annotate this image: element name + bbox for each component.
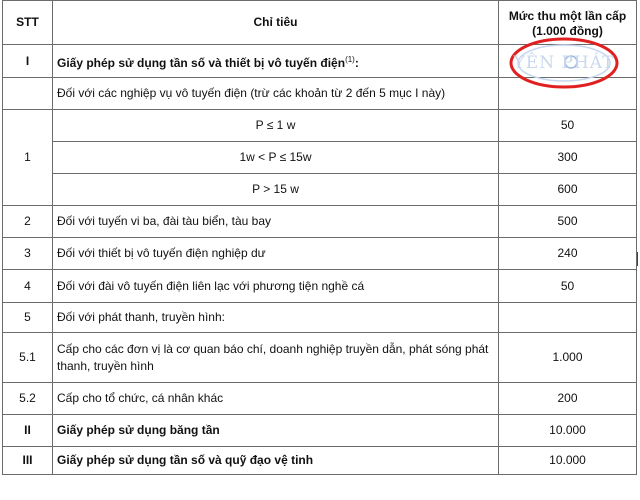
row-stt: II [3, 415, 53, 447]
table-row [3, 206, 637, 238]
row-criteria: Cấp cho các đơn vị là cơ quan báo chí, doanh nghiệp truyền dẫn, phát sóng phát thanh, truyền hình [53, 333, 499, 383]
row-criteria: 1w < P ≤ 15w [53, 142, 499, 174]
row-stt: 5.1 [3, 333, 53, 383]
table-row [3, 110, 637, 142]
header-criteria: Chỉ tiêu [53, 1, 499, 45]
row-stt: 4 [3, 270, 53, 303]
row-rate: 300 [499, 142, 637, 174]
table-row [3, 303, 637, 333]
header-rate [499, 1, 637, 45]
row-rate: 200 [499, 383, 637, 415]
table-row [3, 238, 637, 270]
row-criteria: Đối với tuyến vi ba, đài tàu biển, tàu bay [53, 206, 499, 238]
row-rate: 50 [499, 110, 637, 142]
row-rate: 10.000 [499, 447, 637, 475]
row-criteria: Đối với thiết bị vô tuyến điện nghiệp dư [53, 238, 499, 270]
row-rate [499, 45, 637, 78]
watermark-text: YÊN PHÁT [513, 53, 615, 73]
row-criteria: Giấy phép sử dụng băng tần [53, 415, 499, 447]
footnote-mark: (1) [345, 54, 355, 64]
row-criteria: Đối với đài vô tuyến điện liên lạc với phương tiện nghề cá [53, 270, 499, 303]
row-criteria-suffix: : [354, 55, 359, 70]
table-row [3, 333, 637, 383]
row-rate: 10.000 [499, 415, 637, 447]
row-rate: 600 [499, 174, 637, 206]
row-rate: 1.000 [499, 333, 637, 383]
fee-table [2, 0, 637, 475]
row-criteria: Giấy phép sử dụng tần số và quỹ đạo vệ tinh [53, 447, 499, 475]
row-criteria: Đối với phát thanh, truyền hình: [53, 303, 499, 333]
table-header-row [3, 1, 637, 45]
header-stt: STT [3, 1, 53, 45]
row-stt: 5 [3, 303, 53, 333]
table-row [3, 142, 637, 174]
row-rate [499, 303, 637, 333]
table-row [3, 45, 637, 78]
row-stt: 3 [3, 238, 53, 270]
row-criteria: Cấp cho tổ chức, cá nhân khác [53, 383, 499, 415]
table-row [3, 383, 637, 415]
row-stt: 5.2 [3, 383, 53, 415]
row-rate: 50 [499, 270, 637, 303]
row-stt: I [3, 45, 53, 78]
row-rate: 500 [499, 206, 637, 238]
row-criteria: Đối với các nghiệp vụ vô tuyến điện (trừ các khoản từ 2 đến 5 mục I này) [53, 78, 499, 110]
table-row [3, 415, 637, 447]
row-stt: 2 [3, 206, 53, 238]
row-criteria: P ≤ 1 w [53, 110, 499, 142]
header-rate-line2: (1.000 đồng) [532, 23, 603, 38]
row-criteria-text: Giấy phép sử dụng tần số và thiết bị vô tuyến điện [57, 55, 346, 70]
table-row [3, 447, 637, 475]
header-rate-line1: Mức thu một lần cấp [508, 8, 627, 23]
row-rate: 240 [499, 238, 637, 270]
row-criteria: P > 15 w [53, 174, 499, 206]
scroll-edge-marker [637, 252, 638, 266]
table-row [3, 174, 637, 206]
row-stt [3, 78, 53, 110]
row-stt: III [3, 447, 53, 475]
row-criteria [53, 45, 499, 78]
table-row [3, 270, 637, 303]
row-stt: 1 [3, 110, 53, 206]
table-row [3, 78, 637, 110]
row-rate [499, 78, 637, 110]
